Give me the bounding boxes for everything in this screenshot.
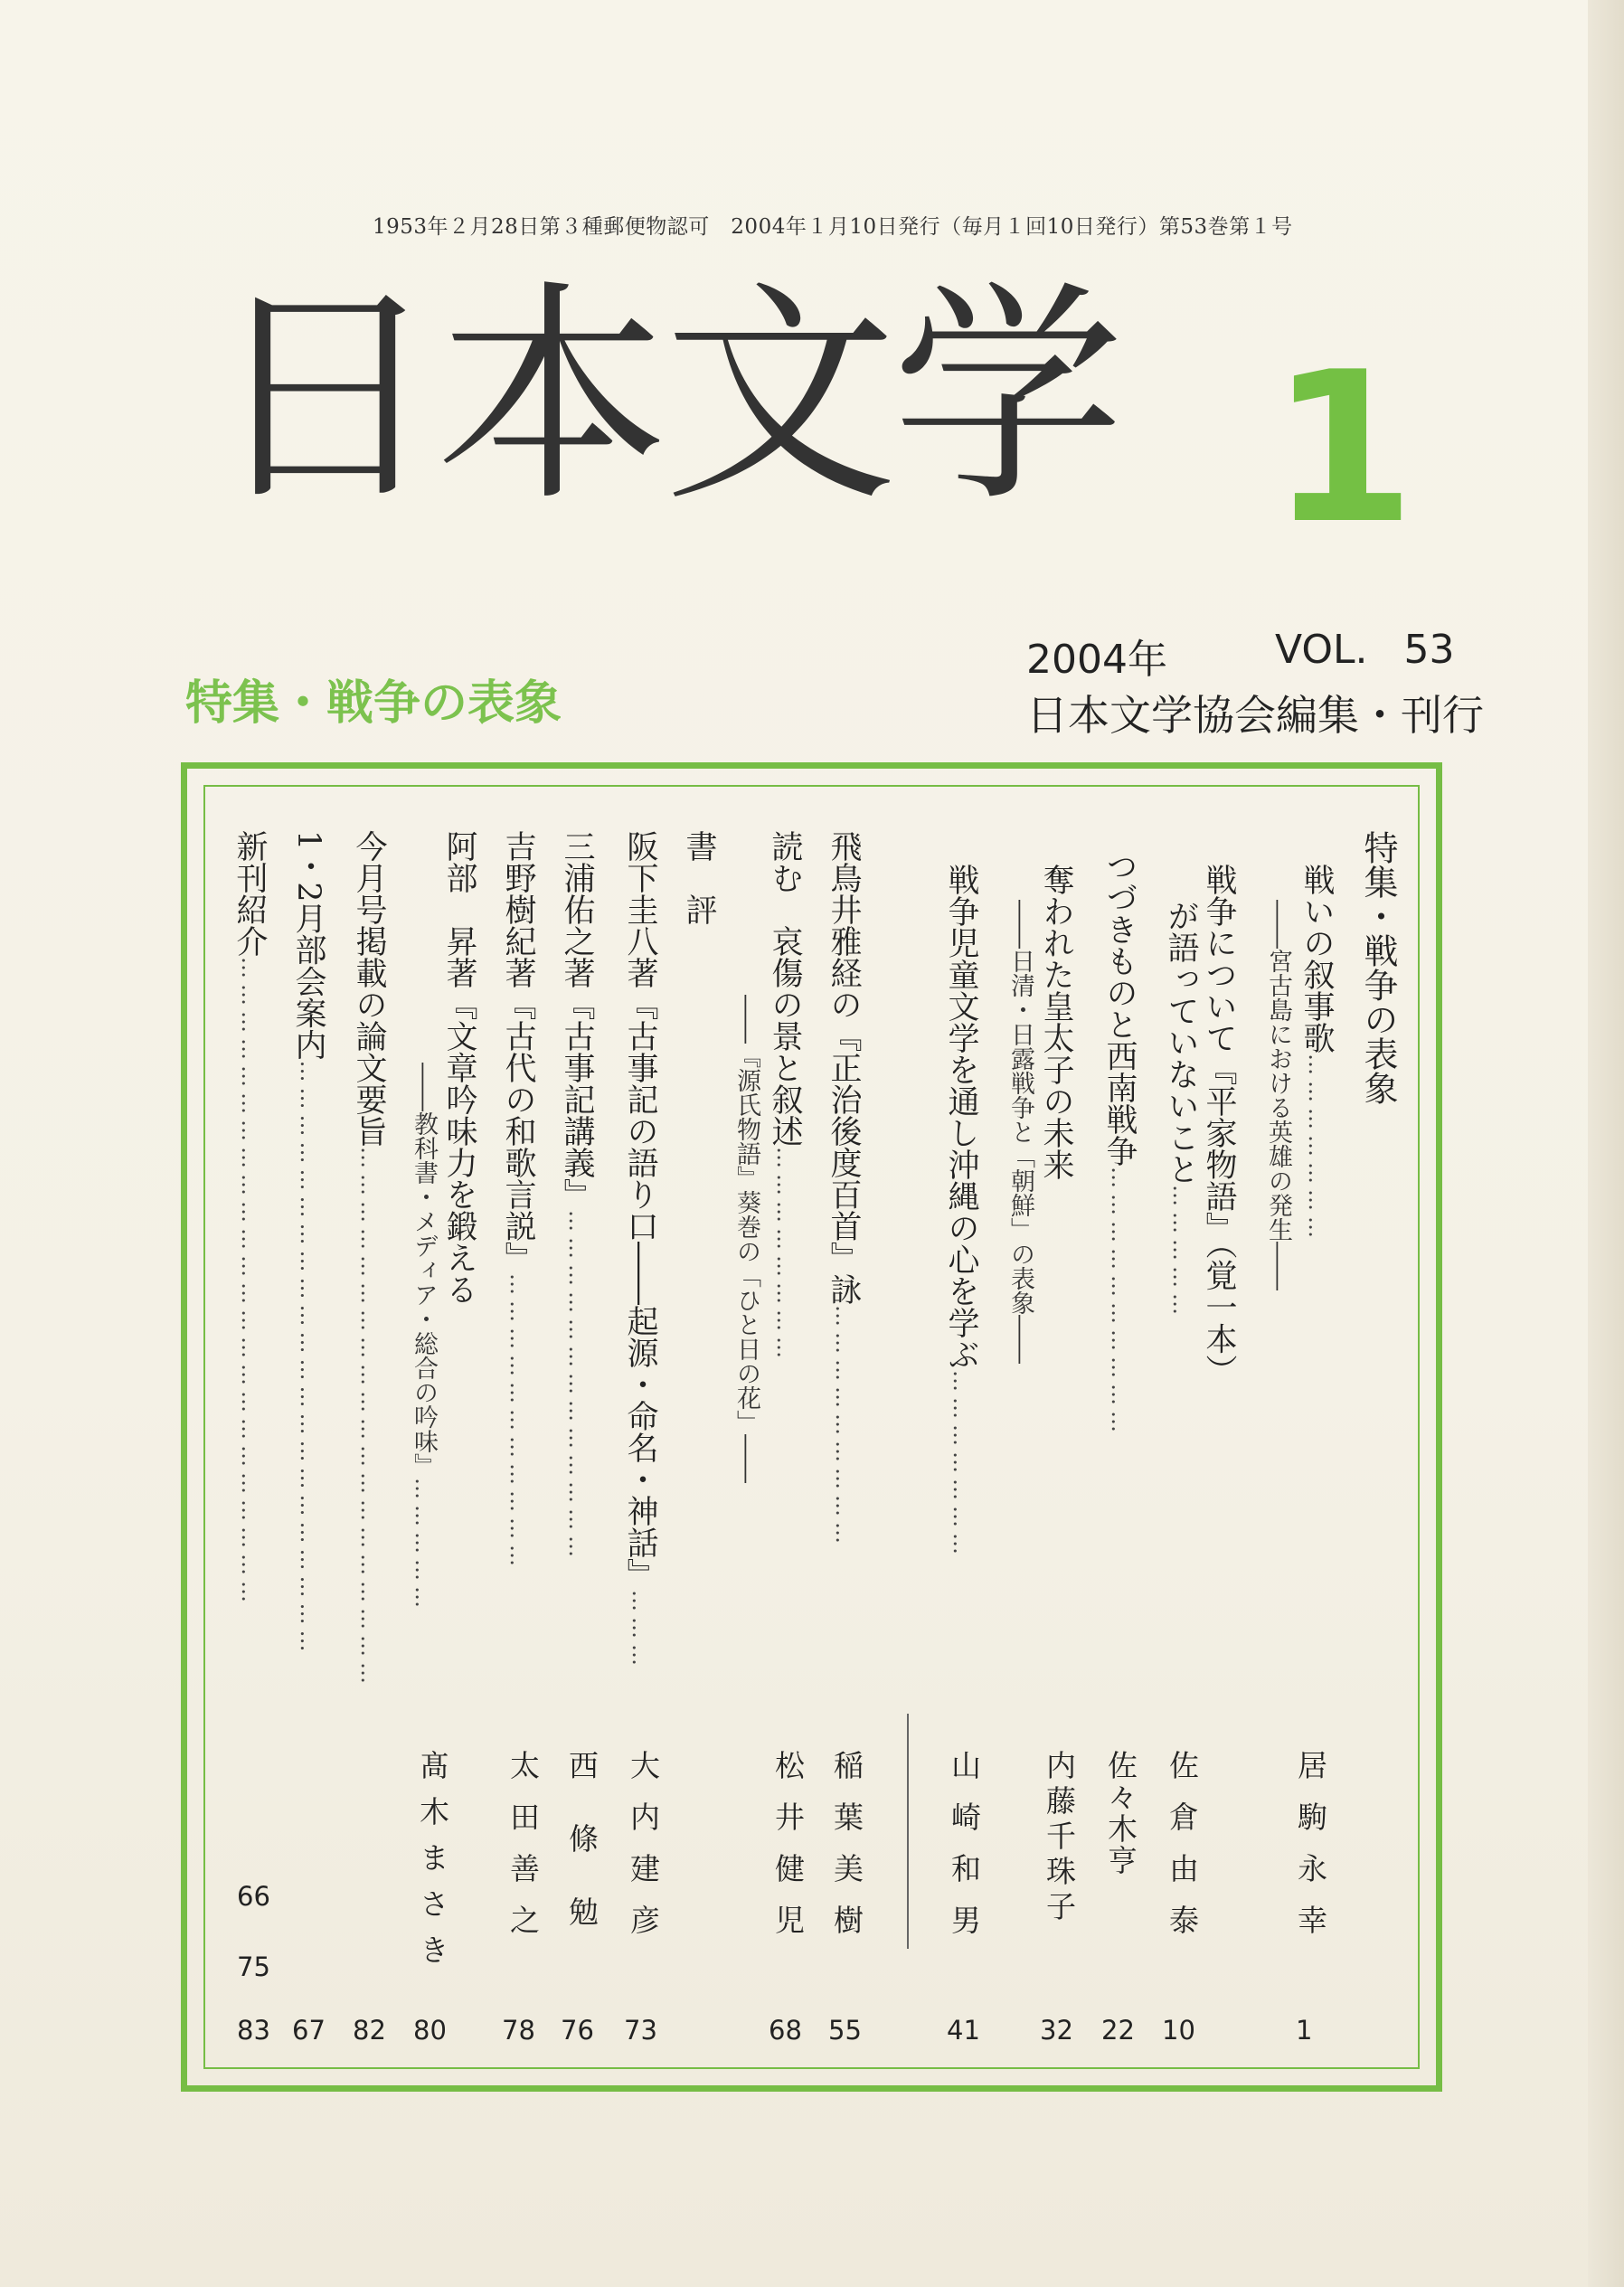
- toc-misc-page: 82: [353, 2015, 386, 2046]
- toc-review-title[interactable]: 吉野樹紀著『古代の和歌言説』……………………………: [500, 830, 536, 1572]
- toc-entry-title-line2[interactable]: が語っていないこと……………: [1163, 900, 1199, 1320]
- toc-entry-author: 佐倉由泰: [1165, 1750, 1200, 1956]
- toc-entry-page: 55: [828, 2015, 862, 2046]
- toc-review-page: 76: [561, 2015, 594, 2046]
- toc-entry-title[interactable]: 読む 哀傷の景と叙述……………………: [767, 830, 803, 1364]
- toc-review-page: 73: [624, 2015, 657, 2046]
- toc-misc-title[interactable]: 新刊紹介………………………………………………………………: [231, 830, 268, 1608]
- toc-entry-page: 10: [1162, 2015, 1195, 2046]
- toc-review-author: 髙木まさき: [415, 1750, 450, 1980]
- toc-feature-heading: 特集・戦争の表象: [1358, 830, 1398, 1105]
- page-edge: [1588, 0, 1624, 2287]
- toc-review-heading: 書 評: [681, 830, 717, 925]
- toc-entry-title[interactable]: つづきものと西南戦争…………………………: [1101, 850, 1138, 1438]
- toc-misc-page: 83: [237, 2015, 270, 2046]
- toc-review-page: 78: [502, 2015, 535, 2046]
- toc-entry-page: 41: [947, 2015, 980, 2046]
- toc-entry-author: 内藤千珠子: [1042, 1750, 1077, 1926]
- toc-entry-author: 山崎和男: [947, 1750, 982, 1956]
- toc-misc-page: 67: [292, 2015, 326, 2046]
- volume: [1275, 627, 1454, 673]
- toc-entry-title[interactable]: 戦いの叙事歌…………………: [1298, 864, 1335, 1243]
- toc-entry-title[interactable]: 戦争について『平家物語』（覚一本）: [1201, 864, 1237, 1386]
- toc-review-title[interactable]: 三浦佑之著『古事記講義』…………………………………: [559, 830, 595, 1563]
- toc-entry-author: 松井健児: [770, 1750, 806, 1956]
- toc-entry-author: 佐々木亨: [1103, 1750, 1138, 1876]
- toc-review-page: 80: [413, 2015, 447, 2046]
- postal-permit-line: 1953年２月28日第３種郵便物認可 2004年１月10日発行（毎月１回10日発行）第53巻第１号: [373, 215, 1293, 239]
- toc-entry-subtitle: ――『源氏物語』葵巻の「ひと日の花」――: [732, 995, 760, 1483]
- toc-review-author: 太田善之: [505, 1750, 541, 1956]
- toc-entry-author: 稲葉美樹: [829, 1750, 864, 1956]
- toc-entry-page: 1: [1296, 2015, 1313, 2046]
- toc-entry-page: 22: [1101, 2015, 1135, 2046]
- toc-entry-page: 32: [1040, 2015, 1073, 2046]
- toc-entry-title[interactable]: 戦争児童文学を通し沖縄の心を学ぶ…………………: [943, 864, 979, 1560]
- toc-entry-title[interactable]: 奪われた皇太子の未来: [1038, 864, 1074, 1180]
- toc-review-author: 西條勉: [564, 1750, 600, 1970]
- toc-misc-page-from: 66: [237, 1881, 270, 1912]
- toc-review-title[interactable]: 阪下圭八著『古事記の語り口――起源・命名・神話』………: [622, 830, 658, 1671]
- volume-number: 53: [1403, 627, 1455, 673]
- issue-year: 2004年: [1026, 637, 1167, 683]
- toc-review-title[interactable]: 阿部 昇著『文章吟味力を鍛える: [441, 830, 477, 1305]
- publisher: 日本文学協会編集・刊行: [1026, 691, 1484, 740]
- issue-number: 1: [1270, 328, 1416, 570]
- toc-misc-page-mid: 75: [237, 1952, 270, 1982]
- toc-divider: [907, 1714, 909, 1949]
- toc-review-subtitle: ――教科書・メディア・総合の吟味』……………: [410, 1063, 438, 1613]
- toc-entry-subtitle: ――日清・日露戦争と「朝鮮」の表象――: [1006, 900, 1034, 1364]
- toc-entry-subtitle: ――宮古島における英雄の発生――: [1264, 900, 1292, 1290]
- toc-misc-title[interactable]: 今月号掲載の論文要旨……………………………………………………: [351, 830, 387, 1689]
- toc-misc-title[interactable]: 1・2月部会案内…………………………………………………………: [290, 830, 326, 1658]
- feature-title: 特集・戦争の表象: [185, 676, 562, 731]
- toc-review-author: 大内建彦: [626, 1750, 661, 1956]
- magazine-title: 日本文学: [208, 261, 1119, 533]
- toc-entry-page: 68: [769, 2015, 802, 2046]
- toc-entry-author: 居駒永幸: [1293, 1750, 1328, 1956]
- volume-label: VOL.: [1275, 627, 1368, 673]
- toc-entry-title[interactable]: 飛鳥井雅経の『正治後度百首』詠………………………: [826, 830, 862, 1549]
